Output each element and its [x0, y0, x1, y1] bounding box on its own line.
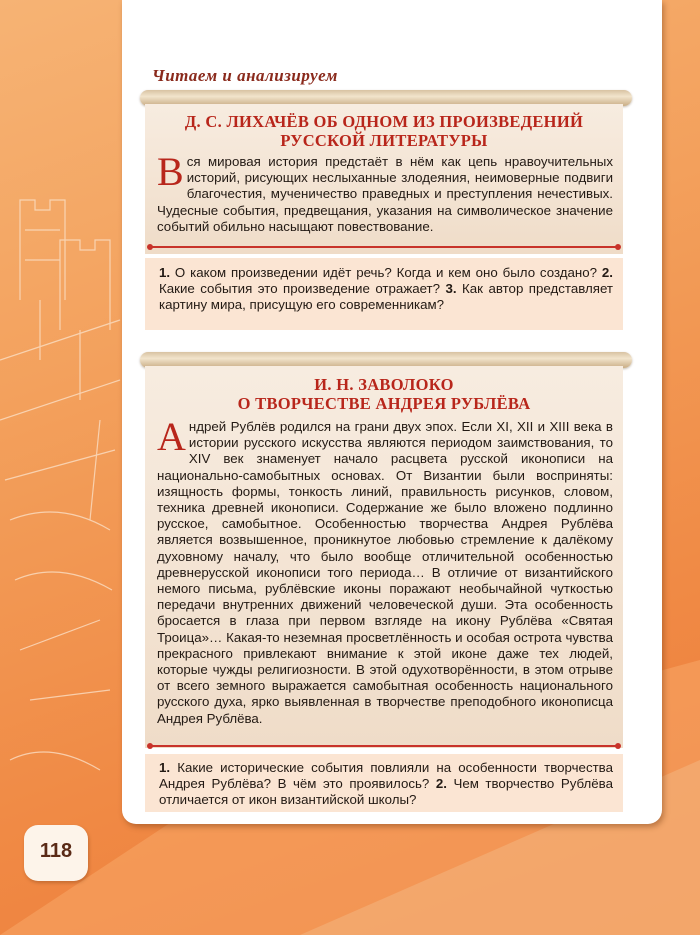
excerpt-title: [145, 375, 623, 413]
questions-text: [159, 760, 613, 809]
drop-cap: В: [157, 149, 184, 194]
excerpt-zavoloko: [145, 366, 623, 748]
questions-box-1: [145, 258, 623, 330]
page-number: 118: [39, 840, 73, 862]
drop-cap: А: [157, 414, 186, 459]
excerpt-text: ся мировая история предстаёт в нём как цепь нравоучительных историй, рисующих неслыханные злодеяния, неимоверные подвиги благочестия, мученичество праведных и преступления нечестивых. Чудесные события, предвещания, указания на символическое значение событий обильно насыщают повествование.: [157, 154, 613, 234]
question-number: 2.: [435, 776, 447, 792]
excerpt-text: ндрей Рублёв родился на грани двух эпох. Если XI, XII и XIII века в истории русского искусства являются периодом заимствования, то XIV век знаменует начало расцвета русской иконописи на национально-самобытных основах. От Византии были восприняты: изящность формы, тонкость линий, правильность рисунков, словом, техника древней иконописи. Содержание же было вложено подлинно русское, самобытное. Особенностью творчества Андрея Рублёва является возвышенное, проникнутое любовью стремление к далёкому духовному началу, что было вообще отличительной особенностью древнерусской иконописи того периода… В отличие от византийского немого письма, рублёвские иконы поражают необычайной чуткостью передачи внутренних движений человеческой души. Эта особенность бросается в глаза при первом взгляде на икону Рублёва «Святая Троица»… Какая-то неземная просветлённость и особая острота чувства прекрасного привлекают внимание к этой иконе даже тех людей, которые чужды религиозности. В этой одухотворённости, в этом отрыве от всего земного выражается самобытная особенность национального русского духа, ярко выявленная в творчестве преподобного иконописца Андрея Рублёва.: [157, 419, 613, 726]
question-text: Чем творчество Рублёва отличается от икон византийской школы?: [159, 776, 613, 808]
excerpt-body: [157, 414, 613, 727]
question-number: 3.: [445, 281, 457, 297]
divider-line: [150, 246, 618, 248]
excerpt-title-line2: О ТВОРЧЕСТВЕ АНДРЕЯ РУБЛЁВА: [237, 394, 531, 413]
question-text: Как автор представляет картину мира, присущую его современникам?: [159, 281, 613, 313]
question-number: 2.: [601, 265, 613, 280]
excerpt-likhachev: [145, 104, 623, 254]
question-number: 1.: [159, 760, 171, 775]
question-number: 1.: [159, 265, 171, 280]
question-text: Какие события это произведение отражает?: [159, 281, 446, 297]
excerpt-title-line1: И. Н. ЗАВОЛОКО: [314, 375, 454, 394]
questions-text: [159, 265, 613, 314]
questions-box-2: [145, 754, 623, 812]
excerpt-title: [145, 112, 623, 150]
question-text: О каком произведении идёт речь? Когда и кем оно было создано?: [170, 265, 602, 280]
excerpt-body: [157, 149, 613, 235]
divider-line: [150, 745, 618, 747]
section-heading: Читаем и анализируем: [152, 66, 338, 85]
excerpt-title-line1: Д. С. ЛИХАЧЁВ ОБ ОДНОМ ИЗ ПРОИЗВЕДЕНИЙ: [184, 112, 584, 131]
question-text: Какие исторические события повлияли на особенности творчества Андрея Рублёва? В чём это проявилось?: [159, 760, 613, 792]
excerpt-title-line2: РУССКОЙ ЛИТЕРАТУРЫ: [280, 131, 488, 150]
